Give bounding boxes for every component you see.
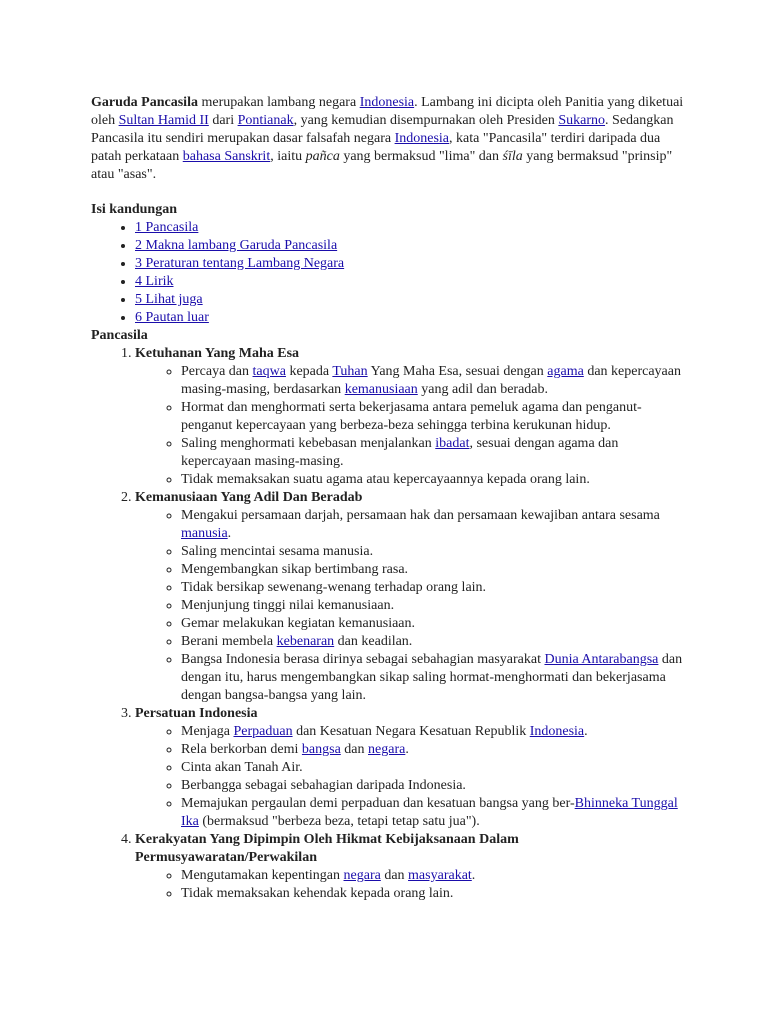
principle-points — [135, 867, 691, 903]
text: Tidak memaksakan kehendak kepada orang lain. — [181, 886, 454, 901]
text: Saling menghormati kebebasan menjalankan — [181, 436, 436, 451]
link-manusia[interactable]: manusia — [181, 526, 228, 541]
text: . — [227, 526, 232, 541]
link-bahasa-sanskrit[interactable]: bahasa Sanskrit — [182, 149, 271, 164]
text: Percaya dan — [181, 364, 253, 379]
list-item — [181, 615, 691, 633]
toc-item — [135, 237, 691, 255]
list-item — [181, 777, 691, 795]
text: Mengutamakan kepentingan — [181, 868, 344, 883]
list-item — [181, 759, 691, 777]
article-subject: Garuda Pancasila — [91, 95, 198, 110]
list-item — [181, 579, 691, 597]
principle-item — [135, 831, 691, 903]
intro-paragraph — [91, 94, 691, 184]
link-taqwa[interactable]: taqwa — [252, 364, 286, 379]
text: , kata "Pancasila" terdiri daripada dua patah perkataan — [91, 131, 661, 164]
text: . Lambang ini dicipta oleh Panitia yang diketuai oleh — [91, 95, 684, 128]
list-item — [181, 507, 691, 543]
link-dunia-antarabangsa[interactable]: Dunia Antarabangsa — [544, 652, 659, 667]
table-of-contents — [91, 219, 691, 327]
text: dan Kesatuan Negara Kesatuan Republik — [292, 724, 530, 739]
principle-points — [135, 363, 691, 489]
text: Mengembangkan sikap bertimbang rasa. — [181, 562, 409, 577]
text: kepada — [285, 364, 333, 379]
text: dan kepercayaan masing-masing, berdasarkan — [181, 364, 681, 397]
text: Berbangga sebagai sebahagian daripada Indonesia. — [181, 778, 466, 793]
link-indonesia[interactable]: Indonesia — [394, 131, 450, 146]
principle-item — [135, 705, 691, 831]
text: Cinta akan Tanah Air. — [181, 760, 303, 775]
list-item — [181, 399, 691, 435]
toc-item — [135, 273, 691, 291]
link-kemanusiaan[interactable]: kemanusiaan — [344, 382, 418, 397]
text: Bangsa Indonesia berasa dirinya sebagai sebahagian masyarakat — [181, 652, 545, 667]
principles-list — [91, 345, 691, 903]
text: merupakan lambang negara — [197, 95, 360, 110]
text: Berani membela — [181, 634, 277, 649]
toc-item — [135, 309, 691, 327]
text: . — [471, 868, 476, 883]
link-masyarakat[interactable]: masyarakat — [408, 868, 472, 883]
toc-title: Isi kandungan — [91, 202, 178, 217]
text: Menjunjung tinggi nilai kemanusiaan. — [181, 598, 395, 613]
list-item — [181, 471, 691, 489]
toc-item — [135, 291, 691, 309]
text: Hormat dan menghormati serta bekerjasama antara pemeluk agama dan penganut-penganut kepercayaan yang berbeza-beza sehingga terbina kerukunan hidup. — [181, 400, 642, 433]
italic-term: pañca — [305, 149, 340, 164]
text: , yang kemudian disempurnakan oleh Presiden — [293, 113, 559, 128]
link-negara[interactable]: negara — [343, 868, 381, 883]
text: dari — [208, 113, 238, 128]
list-item — [181, 363, 691, 399]
toc-link-pautan-luar[interactable]: 6 Pautan luar — [135, 310, 209, 325]
list-item — [181, 435, 691, 471]
list-item — [181, 651, 691, 705]
principle-title: Ketuhanan Yang Maha Esa — [135, 346, 300, 361]
link-negara[interactable]: negara — [368, 742, 406, 757]
link-bangsa[interactable]: bangsa — [301, 742, 341, 757]
toc-link-lirik[interactable]: 4 Lirik — [135, 274, 174, 289]
principle-item — [135, 489, 691, 705]
text: dan — [380, 868, 409, 883]
principle-item — [135, 345, 691, 489]
list-item — [181, 795, 691, 831]
link-bhinneka-tunggal-ika[interactable]: Bhinneka Tunggal Ika — [181, 796, 678, 829]
text: Tidak memaksakan suatu agama atau kepercayaannya kepada orang lain. — [181, 472, 590, 487]
link-sukarno[interactable]: Sukarno — [558, 113, 606, 128]
text: yang bermaksud "lima" dan — [339, 149, 503, 164]
italic-term: śīla — [502, 149, 523, 164]
list-item — [181, 597, 691, 615]
text: . Sedangkan Pancasila itu sendiri merupakan dasar falsafah negara — [91, 113, 674, 146]
link-ibadat[interactable]: ibadat — [435, 436, 470, 451]
text: Yang Maha Esa, sesuai dengan — [367, 364, 548, 379]
principle-points — [135, 507, 691, 705]
list-item — [181, 741, 691, 759]
text: Saling mencintai sesama manusia. — [181, 544, 374, 559]
link-agama[interactable]: agama — [547, 364, 584, 379]
text: Memajukan pergaulan demi perpaduan dan kesatuan bangsa yang ber- — [181, 796, 575, 811]
text: dan dengan itu, harus mengembangkan sikap saling hormat-menghormati dan bekerjasama dengan bangsa-bangsa yang lain. — [181, 652, 683, 703]
list-item — [181, 633, 691, 651]
toc-item — [135, 255, 691, 273]
text: . — [405, 742, 409, 757]
text: dan — [340, 742, 369, 757]
link-indonesia[interactable]: Indonesia — [359, 95, 415, 110]
text: , sesuai dengan agama dan kepercayaan masing-masing. — [181, 436, 619, 469]
text: dan keadilan. — [334, 634, 413, 649]
toc-link-pancasila[interactable]: 1 Pancasila — [135, 220, 199, 235]
text: (bermaksud "berbeza beza, tetapi tetap satu jua"). — [198, 814, 480, 829]
text: Rela berkorban demi — [181, 742, 302, 757]
link-kebenaran[interactable]: kebenaran — [276, 634, 335, 649]
principle-title: Persatuan Indonesia — [135, 706, 258, 721]
toc-item — [135, 219, 691, 237]
link-perpaduan[interactable]: Perpaduan — [233, 724, 293, 739]
toc-link-lihat-juga[interactable]: 5 Lihat juga — [135, 292, 203, 307]
text: , iaitu — [270, 149, 306, 164]
principle-points — [135, 723, 691, 831]
list-item — [181, 867, 691, 885]
text: . — [584, 724, 588, 739]
link-pontianak[interactable]: Pontianak — [237, 113, 294, 128]
text: Menjaga — [181, 724, 234, 739]
principle-title: Kerakyatan Yang Dipimpin Oleh Hikmat Kebijaksanaan Dalam Permusyawaratan/Perwakilan — [135, 832, 519, 865]
list-item — [181, 561, 691, 579]
link-tuhan[interactable]: Tuhan — [332, 364, 368, 379]
article-body — [91, 94, 691, 903]
text: Gemar melakukan kegiatan kemanusiaan. — [181, 616, 416, 631]
section-heading: Pancasila — [91, 328, 148, 343]
list-item — [181, 885, 691, 903]
link-sultan-hamid[interactable]: Sultan Hamid II — [118, 113, 209, 128]
principle-title: Kemanusiaan Yang Adil Dan Beradab — [135, 490, 363, 505]
toc-link-peraturan[interactable]: 3 Peraturan tentang Lambang Negara — [135, 256, 345, 271]
text: Tidak bersikap sewenang-wenang terhadap orang lain. — [181, 580, 487, 595]
toc-link-makna[interactable]: 2 Makna lambang Garuda Pancasila — [135, 238, 338, 253]
link-indonesia[interactable]: Indonesia — [529, 724, 585, 739]
list-item — [181, 723, 691, 741]
text: yang adil dan beradab. — [417, 382, 549, 397]
list-item — [181, 543, 691, 561]
text: Mengakui persamaan darjah, persamaan hak dan persamaan kewajiban antara sesama — [181, 508, 660, 523]
text: yang bermaksud "prinsip" atau "asas". — [91, 149, 673, 182]
